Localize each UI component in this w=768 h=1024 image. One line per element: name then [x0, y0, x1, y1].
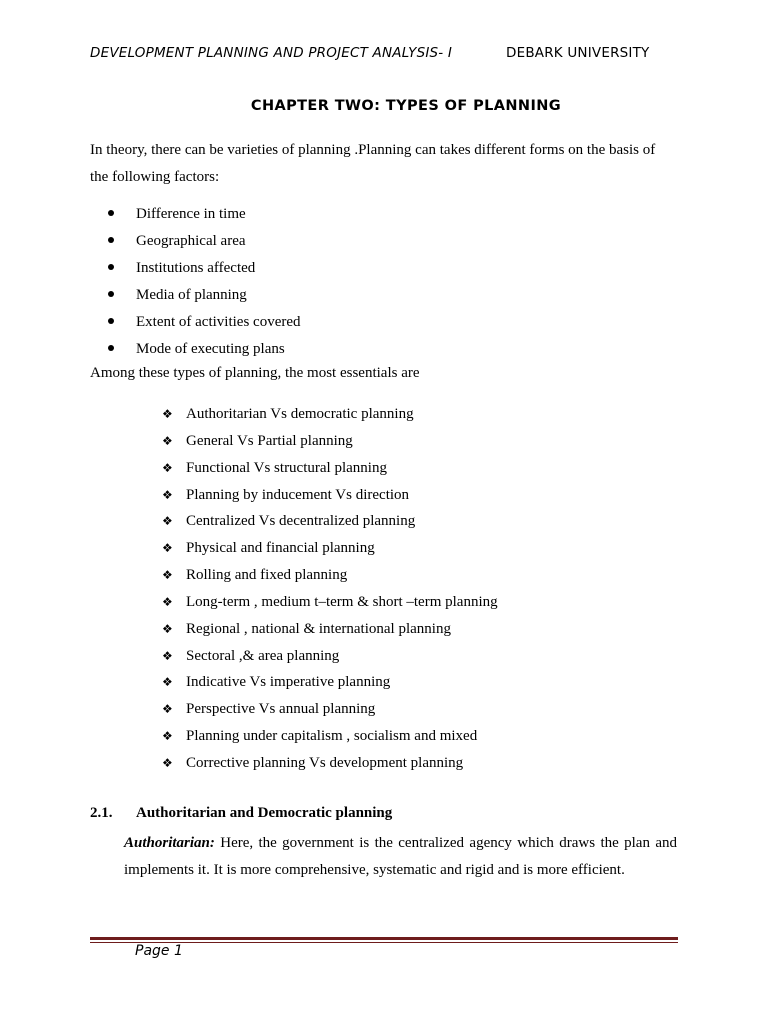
diamond-bullet-icon: ❖: [162, 568, 173, 583]
header-course-title: DEVELOPMENT PLANNING AND PROJECT ANALYSIS- I: [90, 45, 453, 61]
section-title: Authoritarian and Democratic planning: [136, 805, 393, 821]
bullet-icon: [108, 237, 114, 243]
diamond-bullet-icon: ❖: [162, 594, 173, 609]
bullet-icon: [108, 345, 114, 351]
bullet-icon: [108, 264, 114, 270]
diamond-bullet-icon: ❖: [162, 433, 173, 448]
section-number: 2.1.: [90, 805, 113, 821]
bullet-icon: [108, 318, 114, 324]
page-number: Page 1: [135, 943, 183, 959]
diamond-bullet-icon: ❖: [162, 702, 173, 717]
diamond-bullet-icon: ❖: [162, 460, 173, 475]
bullet-icon: [108, 291, 114, 297]
diamond-bullet-icon: ❖: [162, 407, 173, 421]
paragraph-text: Here, the government is the centralized agency which draws the plan and implements it. It is more comprehensive, systematic and rigid and is more efficient.: [124, 835, 677, 878]
footer-rule-thick: [90, 937, 678, 940]
header-university: DEBARK UNIVERSITY: [506, 45, 650, 61]
intro-paragraph: In theory, there can be varieties of planning .Planning can takes different forms on the basis of the following factors:: [90, 142, 656, 185]
diamond-bullet-icon: ❖: [162, 514, 173, 529]
diamond-bullet-icon: ❖: [162, 755, 173, 770]
section-paragraph: [124, 830, 677, 884]
diamond-bullet-icon: ❖: [162, 648, 173, 663]
diamond-bullet-icon: ❖: [162, 487, 173, 502]
term-authoritarian: Authoritarian:: [124, 835, 215, 851]
bullet-icon: [108, 210, 114, 216]
diamond-bullet-icon: ❖: [162, 729, 173, 744]
diamond-bullet-icon: ❖: [162, 621, 173, 636]
chapter-title: CHAPTER TWO: TYPES OF PLANNING: [250, 98, 562, 114]
diamond-bullet-icon: ❖: [162, 675, 173, 690]
among-text: Among these types of planning, the most essentials are: [90, 365, 420, 381]
diamond-bullet-icon: ❖: [162, 541, 173, 556]
